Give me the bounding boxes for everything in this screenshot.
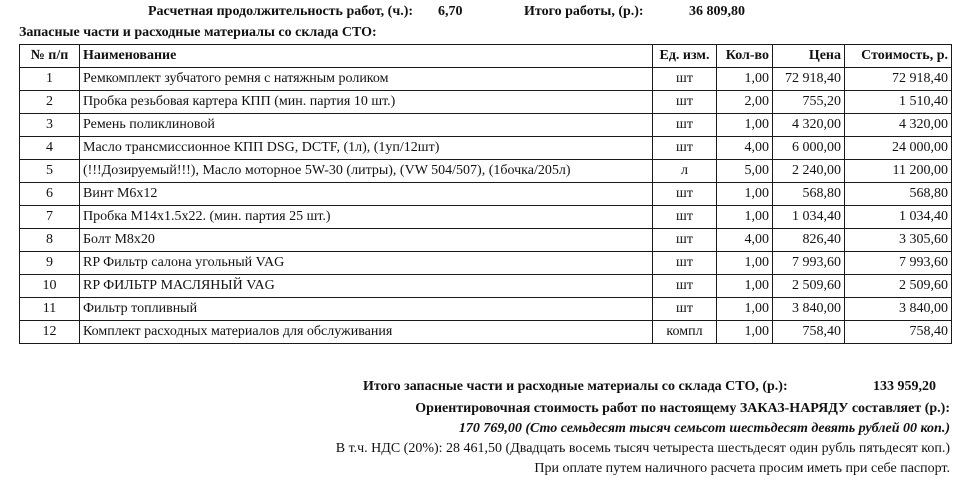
row-qty: 1,00 — [717, 298, 773, 321]
row-cost: 7 993,60 — [845, 252, 952, 275]
row-num: 3 — [20, 114, 80, 137]
table-row — [20, 160, 952, 183]
row-num: 2 — [20, 91, 80, 114]
row-qty: 1,00 — [717, 275, 773, 298]
row-cost: 24 000,00 — [845, 137, 952, 160]
works-total-value: 36 809,80 — [689, 4, 745, 19]
row-price: 826,40 — [773, 229, 845, 252]
row-qty: 4,00 — [717, 229, 773, 252]
row-price: 755,20 — [773, 91, 845, 114]
row-unit: компл — [653, 321, 717, 344]
table-row — [20, 91, 952, 114]
row-cost: 1 034,40 — [845, 206, 952, 229]
row-unit: л — [653, 160, 717, 183]
duration-value: 6,70 — [438, 4, 463, 19]
row-unit: шт — [653, 275, 717, 298]
row-num: 6 — [20, 183, 80, 206]
row-cost: 568,80 — [845, 183, 952, 206]
row-price: 1 034,40 — [773, 206, 845, 229]
row-name: RP Фильтр салона угольный VAG — [80, 252, 653, 275]
row-name: Пробка резьбовая картера КПП (мин. партия 10 шт.) — [80, 91, 653, 114]
header-line — [0, 4, 960, 22]
col-header-num: № п/п — [20, 45, 80, 68]
row-price: 2 240,00 — [773, 160, 845, 183]
table-row — [20, 183, 952, 206]
row-price: 72 918,40 — [773, 68, 845, 91]
row-num: 12 — [20, 321, 80, 344]
row-price: 568,80 — [773, 183, 845, 206]
row-unit: шт — [653, 183, 717, 206]
table-row — [20, 114, 952, 137]
row-name: Масло трансмиссионное КПП DSG, DCTF, (1л), (1уп/12шт) — [80, 137, 653, 160]
row-price: 2 509,60 — [773, 275, 845, 298]
row-unit: шт — [653, 298, 717, 321]
estimate-label: Ориентировочная стоимость работ по настоящему ЗАКАЗ-НАРЯДУ составляет (р.): — [415, 401, 950, 416]
row-qty: 1,00 — [717, 183, 773, 206]
row-qty: 2,00 — [717, 91, 773, 114]
parts-total-label: Итого запасные части и расходные материалы со склада СТО, (р.): — [363, 379, 788, 394]
table-header-row — [20, 45, 952, 68]
row-price: 4 320,00 — [773, 114, 845, 137]
parts-table — [19, 44, 952, 344]
col-header-cost: Стоимость, р. — [845, 45, 952, 68]
row-num: 10 — [20, 275, 80, 298]
table-row — [20, 206, 952, 229]
row-cost: 3 305,60 — [845, 229, 952, 252]
row-name: Винт М6х12 — [80, 183, 653, 206]
row-num: 11 — [20, 298, 80, 321]
table-row — [20, 252, 952, 275]
row-cost: 2 509,60 — [845, 275, 952, 298]
table-row — [20, 229, 952, 252]
table-row — [20, 137, 952, 160]
duration-label: Расчетная продолжительность работ, (ч.): — [148, 4, 414, 19]
row-name: (!!!Дозируемый!!!), Масло моторное 5W-30 (литры), (VW 504/507), (1бочка/205л) — [80, 160, 653, 183]
row-num: 9 — [20, 252, 80, 275]
row-unit: шт — [653, 68, 717, 91]
row-name: Ремкомплект зубчатого ремня с натяжным роликом — [80, 68, 653, 91]
parts-total-value: 133 959,20 — [873, 379, 936, 394]
col-header-unit: Ед. изм. — [653, 45, 717, 68]
row-qty: 4,00 — [717, 137, 773, 160]
row-num: 7 — [20, 206, 80, 229]
row-cost: 758,40 — [845, 321, 952, 344]
row-name: Пробка М14х1.5х22. (мин. партия 25 шт.) — [80, 206, 653, 229]
table-row — [20, 275, 952, 298]
works-total-label: Итого работы, (р.): — [524, 4, 644, 19]
row-qty: 1,00 — [717, 114, 773, 137]
estimate-value: 170 769,00 (Сто семьдесят тысяч семьсот шестьдесят девять рублей 00 коп.) — [458, 421, 950, 436]
row-price: 3 840,00 — [773, 298, 845, 321]
table-row — [20, 68, 952, 91]
vat-text: В т.ч. НДС (20%): 28 461,50 (Двадцать восемь тысяч четыреста шестьдесят один рубль пятьдесят коп.) — [335, 441, 950, 456]
row-price: 6 000,00 — [773, 137, 845, 160]
row-num: 1 — [20, 68, 80, 91]
row-name: Фильтр топливный — [80, 298, 653, 321]
table-row — [20, 298, 952, 321]
row-unit: шт — [653, 137, 717, 160]
row-unit: шт — [653, 252, 717, 275]
row-unit: шт — [653, 229, 717, 252]
row-qty: 1,00 — [717, 206, 773, 229]
row-price: 758,40 — [773, 321, 845, 344]
col-header-name: Наименование — [80, 45, 653, 68]
row-name: Ремень поликлиновой — [80, 114, 653, 137]
row-price: 7 993,60 — [773, 252, 845, 275]
row-num: 8 — [20, 229, 80, 252]
row-cost: 1 510,40 — [845, 91, 952, 114]
row-name: RP ФИЛЬТР МАСЛЯНЫЙ VAG — [80, 275, 653, 298]
table-row — [20, 321, 952, 344]
row-qty: 1,00 — [717, 321, 773, 344]
row-cost: 72 918,40 — [845, 68, 952, 91]
row-cost: 4 320,00 — [845, 114, 952, 137]
row-qty: 5,00 — [717, 160, 773, 183]
row-cost: 3 840,00 — [845, 298, 952, 321]
row-name: Комплект расходных материалов для обслуживания — [80, 321, 653, 344]
row-cost: 11 200,00 — [845, 160, 952, 183]
row-num: 5 — [20, 160, 80, 183]
row-qty: 1,00 — [717, 68, 773, 91]
row-qty: 1,00 — [717, 252, 773, 275]
row-unit: шт — [653, 114, 717, 137]
passport-note: При оплате путем наличного расчета просим иметь при себе паспорт. — [534, 461, 950, 476]
section-title: Запасные части и расходные материалы со склада СТО: — [19, 25, 377, 40]
col-header-price: Цена — [773, 45, 845, 68]
row-unit: шт — [653, 91, 717, 114]
row-num: 4 — [20, 137, 80, 160]
row-unit: шт — [653, 206, 717, 229]
col-header-qty: Кол-во — [717, 45, 773, 68]
row-name: Болт М8х20 — [80, 229, 653, 252]
